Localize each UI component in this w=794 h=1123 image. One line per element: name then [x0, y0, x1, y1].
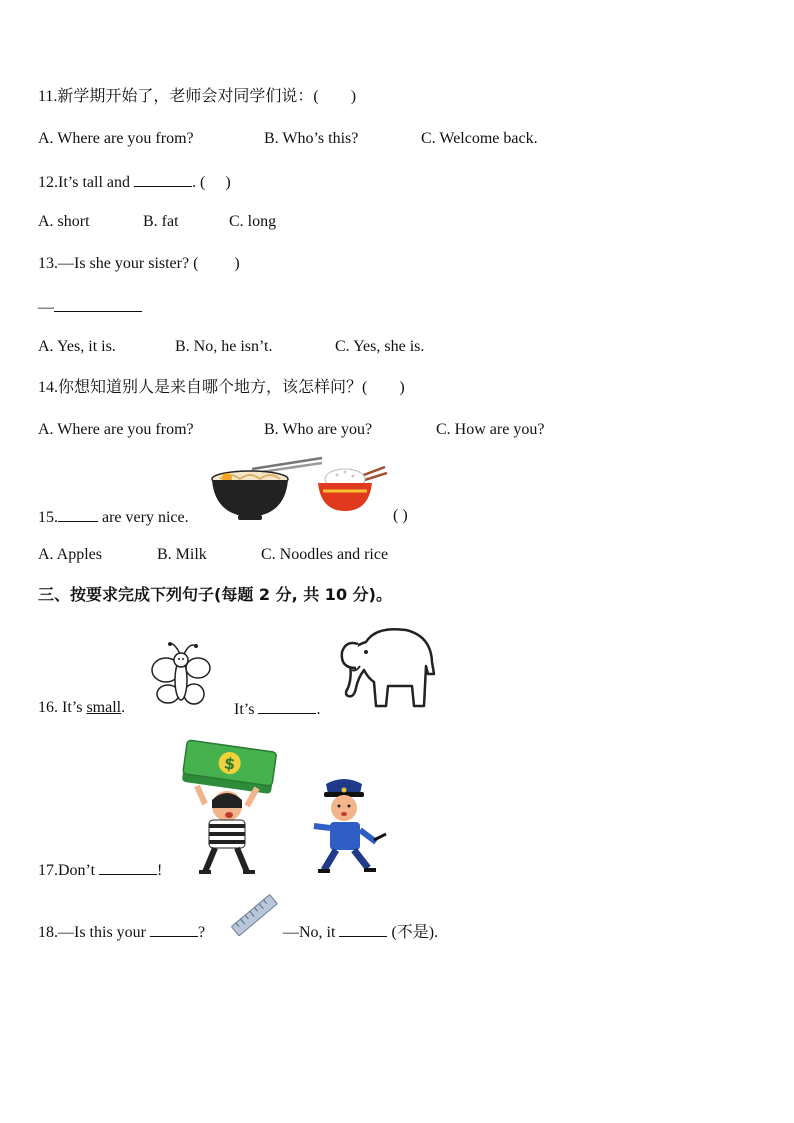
q13-dash: —	[38, 299, 54, 316]
q16-sentence-1	[38, 698, 125, 718]
q15-option-b: B. Milk	[157, 546, 207, 563]
q13-stem: 13.—Is she your sister? ( )	[38, 255, 240, 272]
q12-stem	[38, 171, 231, 193]
q11-option-b: B. Who’s this?	[264, 130, 359, 147]
thief-icon	[185, 782, 267, 876]
q18-prefix: 18.—Is this your	[38, 924, 150, 941]
ruler-icon	[230, 893, 280, 939]
q13-answer-line	[38, 296, 142, 318]
q13-option-c: C. Yes, she is.	[335, 338, 425, 355]
q18-blank-1	[150, 921, 198, 937]
q11-option-c: C. Welcome back.	[421, 130, 538, 147]
q11-stem: 11.新学期开始了，老师会对同学们说：( )	[38, 88, 357, 105]
q18-hint: (不是).	[387, 924, 439, 941]
q15-stem	[38, 506, 189, 528]
q18-blank-2	[339, 921, 387, 937]
q17-prefix: 17.Don’t	[38, 862, 100, 879]
q16-second-prefix: It’s	[234, 701, 259, 718]
q16-sentence-2	[234, 698, 320, 720]
q15-option-a: A. Apples	[38, 546, 102, 563]
q13-blank	[54, 296, 142, 312]
q18-question	[38, 921, 205, 943]
q18-reply-prefix: —No, it	[283, 924, 340, 941]
q16-end: .	[316, 701, 321, 718]
q14-option-b: B. Who are you?	[264, 421, 373, 438]
q14-stem: 14.你想知道别人是来自哪个地方，该怎样问？( )	[38, 379, 405, 396]
q12-option-c: C. long	[229, 213, 277, 230]
elephant-icon	[336, 622, 438, 712]
q12-stem-end: . ( )	[191, 174, 231, 191]
q15-number: 15.	[38, 509, 58, 526]
q16-blank	[258, 698, 316, 714]
q16-prefix: 16. It’s	[38, 699, 87, 716]
noodles-bowl-icon	[210, 455, 325, 523]
q15-option-c: C. Noodles and rice	[261, 546, 389, 563]
q14-option-a: A. Where are you from?	[38, 421, 194, 438]
q15-stem-rest: are very nice.	[98, 509, 189, 526]
q18-question-mark: ?	[198, 924, 206, 941]
q11-option-a: A. Where are you from?	[38, 130, 194, 147]
q12-stem-start: 12.It’s tall and	[38, 174, 134, 191]
q18-reply	[283, 921, 438, 943]
police-officer-icon	[312, 776, 392, 876]
svg-text:$: $	[222, 753, 237, 774]
butterfly-icon	[150, 640, 212, 712]
q13-option-a: A. Yes, it is.	[38, 338, 116, 355]
q12-option-b: B. fat	[143, 213, 179, 230]
q16-period: .	[121, 699, 126, 716]
q15-blank	[58, 506, 98, 522]
section-3-title: 三、按要求完成下列句子(每题 2 分, 共 10 分)。	[38, 585, 392, 604]
q13-option-b: B. No, he isn’t.	[175, 338, 273, 355]
q12-option-a: A. short	[38, 213, 90, 230]
q16-underlined-word: small	[86, 699, 122, 716]
q17-blank	[99, 859, 157, 875]
q17-end: !	[157, 862, 163, 879]
rice-bowl-icon	[315, 461, 390, 515]
q15-answer-paren: ( )	[393, 507, 408, 524]
q17-sentence	[38, 859, 162, 881]
q14-option-c: C. How are you?	[436, 421, 545, 438]
q12-blank	[134, 171, 192, 187]
